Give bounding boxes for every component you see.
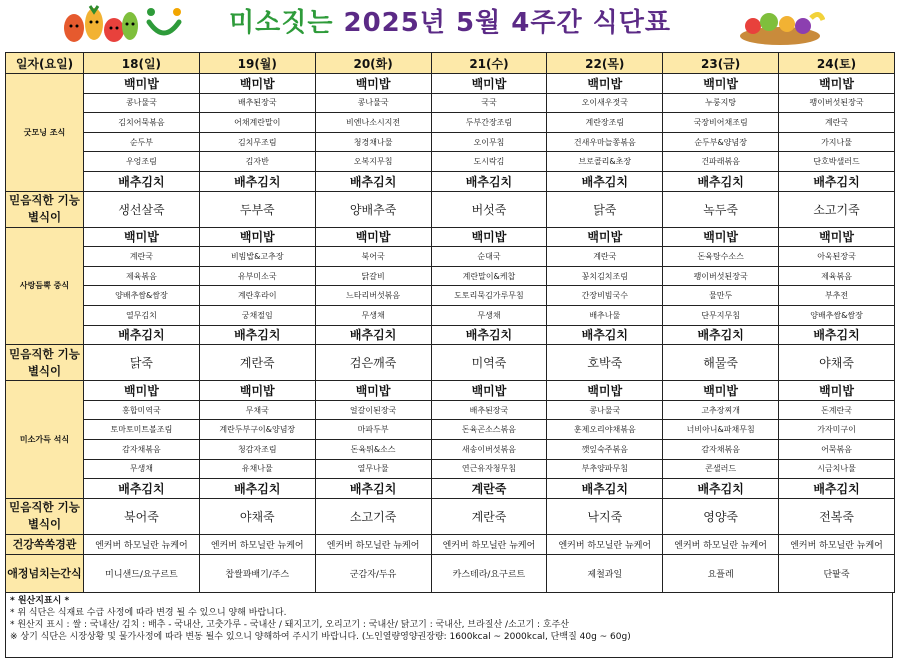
- porridge-cell: 야채죽: [779, 345, 895, 381]
- porridge-cell: 두부죽: [199, 191, 315, 227]
- day-header: 23(금): [663, 53, 779, 74]
- dish-cell: 순두부&양념장: [663, 132, 779, 152]
- special-diet-row: [6, 191, 895, 227]
- meal-label: 미소가득 석식: [6, 381, 84, 499]
- dish-cell: 오이새우젓국: [547, 93, 663, 113]
- dish-cell: 김자반: [199, 152, 315, 172]
- tube-feeding-row: [6, 534, 895, 554]
- note-line: * 원산지 표시 : 쌀 : 국내산/ 김치 : 배추 - 국내산, 고춧가루 - 국내산 / 돼지고기, 오리고기 : 국내산/ 닭고기 : 국내산, 브라질산 /소고기 : 호주산: [10, 620, 569, 630]
- dish-cell: 간장비빔국수: [547, 286, 663, 306]
- porridge-cell: 북어죽: [84, 498, 200, 534]
- dish-cell: 배추김치: [547, 171, 663, 191]
- porridge-cell: 양배추죽: [315, 191, 431, 227]
- dish-cell: 김치무조림: [199, 132, 315, 152]
- dish-cell: 열무김치: [84, 305, 200, 325]
- dish-cell: 배추김치: [315, 325, 431, 345]
- dish-cell: 단호박샐러드: [779, 152, 895, 172]
- dish-cell: 배추김치: [779, 171, 895, 191]
- day-header: 24(토): [779, 53, 895, 74]
- tube-feeding-cell: 엔커버 하모닐란 뉴케어: [779, 534, 895, 554]
- meal-label: 사랑듬뿍 중식: [6, 227, 84, 345]
- dish-cell: 백미밥: [547, 227, 663, 247]
- dish-cell: 제육볶음: [779, 266, 895, 286]
- meal-row: [6, 74, 895, 94]
- special-diet-label: 믿음직한 기능별식이: [6, 345, 84, 381]
- special-diet-label: 믿음직한 기능별식이: [6, 191, 84, 227]
- dish-cell: 오이무침: [431, 132, 547, 152]
- dish-cell: 배추김치: [84, 171, 200, 191]
- porridge-cell: 소고기죽: [315, 498, 431, 534]
- tube-feeding-cell: 엔커버 하모닐란 뉴케어: [199, 534, 315, 554]
- dish-cell: 연근유자청무침: [431, 459, 547, 479]
- snack-cell: 제철과일: [547, 554, 663, 592]
- meal-row: [6, 247, 895, 267]
- dish-cell: 무생채: [315, 305, 431, 325]
- dish-cell: 백미밥: [315, 381, 431, 401]
- date-header-label: 일자(요일): [6, 53, 84, 74]
- tube-feeding-cell: 엔커버 하모닐란 뉴케어: [431, 534, 547, 554]
- dish-cell: 배추김치: [199, 479, 315, 499]
- snack-cell: 미니샌드/요구르트: [84, 554, 200, 592]
- dish-cell: 순두부: [84, 132, 200, 152]
- dish-cell: 오복지무침: [315, 152, 431, 172]
- dish-cell: 백미밥: [84, 381, 200, 401]
- special-diet-label: 믿음직한 기능별식이: [6, 498, 84, 534]
- dish-cell: 물만두: [663, 286, 779, 306]
- tube-feeding-cell: 엔커버 하모닐란 뉴케어: [663, 534, 779, 554]
- dish-cell: 백미밥: [315, 227, 431, 247]
- title-brand: 미소짓는: [228, 8, 334, 38]
- dish-cell: 유채나물: [199, 459, 315, 479]
- dish-cell: 비빔밥&고추장: [199, 247, 315, 267]
- tube-feeding-cell: 엔커버 하모닐란 뉴케어: [315, 534, 431, 554]
- meal-row: [6, 286, 895, 306]
- dish-cell: 감자채볶음: [663, 439, 779, 459]
- dish-cell: 팽이버섯된장국: [663, 266, 779, 286]
- dish-cell: 계란두부구이&양념장: [199, 420, 315, 440]
- dish-cell: 배추김치: [315, 479, 431, 499]
- dish-cell: 누룽지탕: [663, 93, 779, 113]
- day-header: 19(월): [199, 53, 315, 74]
- dish-cell: 백미밥: [663, 227, 779, 247]
- fruit-basket-icon: [735, 6, 825, 46]
- dish-cell: 배추된장국: [199, 93, 315, 113]
- tube-feeding-cell: 엔커버 하모닐란 뉴케어: [84, 534, 200, 554]
- dish-cell: 배추김치: [199, 325, 315, 345]
- dish-cell: 청감자조림: [199, 439, 315, 459]
- dish-cell: 북어국: [315, 247, 431, 267]
- dish-cell: 감자채볶음: [84, 439, 200, 459]
- dish-cell: 도토리묵김가루무침: [431, 286, 547, 306]
- snack-cell: 군감자/두유: [315, 554, 431, 592]
- meal-row: [6, 420, 895, 440]
- dish-cell: 토마토미트볼조림: [84, 420, 200, 440]
- dish-cell: 배추김치: [663, 325, 779, 345]
- snack-cell: 카스테라/요구르트: [431, 554, 547, 592]
- porridge-cell: 계란죽: [199, 345, 315, 381]
- dish-cell: 백미밥: [431, 381, 547, 401]
- dish-cell: 배추김치: [779, 479, 895, 499]
- meal-label: 굿모닝 조식: [6, 74, 84, 192]
- dish-cell: 계란죽: [431, 479, 547, 499]
- dish-cell: 콩나물국: [547, 400, 663, 420]
- dish-cell: 배추김치: [431, 325, 547, 345]
- special-diet-row: [6, 345, 895, 381]
- meal-row: [6, 439, 895, 459]
- dish-cell: 돈육곤소스볶음: [431, 420, 547, 440]
- dish-cell: 계란국: [779, 113, 895, 133]
- dish-cell: 국국: [431, 93, 547, 113]
- dish-cell: 백미밥: [199, 74, 315, 94]
- dish-cell: 양배추쌈&쌈장: [84, 286, 200, 306]
- dish-cell: 국장비어채조림: [663, 113, 779, 133]
- dish-cell: 어묵볶음: [779, 439, 895, 459]
- dish-cell: 닭갈비: [315, 266, 431, 286]
- dish-cell: 백미밥: [315, 74, 431, 94]
- dish-cell: 배추김치: [663, 171, 779, 191]
- dish-cell: 배추김치: [547, 479, 663, 499]
- dish-cell: 단무지무침: [663, 305, 779, 325]
- dish-cell: 배추김치: [431, 171, 547, 191]
- dish-cell: 너비아니&파채무침: [663, 420, 779, 440]
- dish-cell: 콩나물국: [315, 93, 431, 113]
- meal-row: [6, 152, 895, 172]
- dish-cell: 배추김치: [84, 479, 200, 499]
- snack-cell: 찹쌀꽈배기/주스: [199, 554, 315, 592]
- page-title: [150, 2, 750, 39]
- meal-row: [6, 459, 895, 479]
- porridge-cell: 계란죽: [431, 498, 547, 534]
- meal-plan-table: [5, 52, 895, 593]
- meal-row: [6, 132, 895, 152]
- porridge-cell: 닭죽: [84, 345, 200, 381]
- dish-cell: 백미밥: [199, 227, 315, 247]
- snack-row: [6, 554, 895, 592]
- meal-row: [6, 400, 895, 420]
- dish-cell: 꽁치김치조림: [547, 266, 663, 286]
- dish-cell: 백미밥: [663, 381, 779, 401]
- title-text: 2025년 5월 4주간 식단표: [333, 8, 672, 38]
- dish-cell: 돈육튀&소스: [315, 439, 431, 459]
- dish-cell: 계란국: [84, 247, 200, 267]
- dish-cell: 김치어묵볶음: [84, 113, 200, 133]
- dish-cell: 홍합미역국: [84, 400, 200, 420]
- dish-cell: 백미밥: [199, 381, 315, 401]
- porridge-cell: 검은깨죽: [315, 345, 431, 381]
- dish-cell: 청경채나물: [315, 132, 431, 152]
- day-header: 21(수): [431, 53, 547, 74]
- day-header: 22(목): [547, 53, 663, 74]
- dish-cell: 부추전: [779, 286, 895, 306]
- dish-cell: 돈육탕수소스: [663, 247, 779, 267]
- dish-cell: 백미밥: [663, 74, 779, 94]
- dish-cell: 두부간장조림: [431, 113, 547, 133]
- dish-cell: 배추나물: [547, 305, 663, 325]
- porridge-cell: 호박죽: [547, 345, 663, 381]
- dish-cell: 무생채: [431, 305, 547, 325]
- meal-row: [6, 93, 895, 113]
- porridge-cell: 생선살죽: [84, 191, 200, 227]
- dish-cell: 백미밥: [779, 381, 895, 401]
- dish-cell: 열무나물: [315, 459, 431, 479]
- dish-cell: 순대국: [431, 247, 547, 267]
- dish-cell: 비엔나소시지전: [315, 113, 431, 133]
- dish-cell: 새송이버섯볶음: [431, 439, 547, 459]
- dish-cell: 브로콜리&초장: [547, 152, 663, 172]
- dish-cell: 우엉조림: [84, 152, 200, 172]
- dish-cell: 팽이버섯된장국: [779, 93, 895, 113]
- dish-cell: 마파두부: [315, 420, 431, 440]
- dish-cell: 백미밥: [84, 74, 200, 94]
- dish-cell: 계란말이&케찹: [431, 266, 547, 286]
- dish-cell: 얼갈이된장국: [315, 400, 431, 420]
- meal-row: [6, 479, 895, 499]
- dish-cell: 배추김치: [315, 171, 431, 191]
- porridge-cell: 미역죽: [431, 345, 547, 381]
- dish-cell: 건새우마늘쫑볶음: [547, 132, 663, 152]
- dish-cell: 콘샐러드: [663, 459, 779, 479]
- dish-cell: 배추김치: [779, 325, 895, 345]
- day-header: 20(화): [315, 53, 431, 74]
- meal-plan-body: [6, 74, 895, 593]
- dish-cell: 어채계란말이: [199, 113, 315, 133]
- porridge-cell: 닭죽: [547, 191, 663, 227]
- dish-cell: 배추된장국: [431, 400, 547, 420]
- meal-row: [6, 381, 895, 401]
- snack-cell: 요플레: [663, 554, 779, 592]
- dish-cell: 백미밥: [431, 74, 547, 94]
- dish-cell: 시금치나물: [779, 459, 895, 479]
- meal-row: [6, 227, 895, 247]
- porridge-cell: 야채죽: [199, 498, 315, 534]
- dish-cell: 배추김치: [199, 171, 315, 191]
- porridge-cell: 녹두죽: [663, 191, 779, 227]
- porridge-cell: 버섯죽: [431, 191, 547, 227]
- dish-cell: 양배추쌈&쌈장: [779, 305, 895, 325]
- meal-row: [6, 171, 895, 191]
- dish-cell: 콩나물국: [84, 93, 200, 113]
- dish-cell: 가자미구이: [779, 420, 895, 440]
- dish-cell: 계란후라이: [199, 286, 315, 306]
- porridge-cell: 낙지죽: [547, 498, 663, 534]
- special-diet-row: [6, 498, 895, 534]
- dish-cell: 무채국: [199, 400, 315, 420]
- day-header-row: [6, 53, 895, 74]
- porridge-cell: 소고기죽: [779, 191, 895, 227]
- notes-title: * 원산지표시 *: [10, 596, 70, 606]
- dish-cell: 유부미소국: [199, 266, 315, 286]
- note-line: * 위 식단은 식재료 수급 사정에 따라 변경 될 수 있으니 양해 바랍니다.: [10, 608, 287, 618]
- notes-box: [5, 592, 893, 658]
- meal-row: [6, 113, 895, 133]
- snack-label: 애정넘치는간식: [6, 554, 84, 592]
- dish-cell: 계란국: [547, 247, 663, 267]
- dish-cell: 무생채: [84, 459, 200, 479]
- dish-cell: 배추김치: [663, 479, 779, 499]
- dish-cell: 도시락김: [431, 152, 547, 172]
- tube-feeding-label: 건강쏙쏙경관: [6, 534, 84, 554]
- dish-cell: 아욱된장국: [779, 247, 895, 267]
- dish-cell: 계란장조림: [547, 113, 663, 133]
- dish-cell: 건파래볶음: [663, 152, 779, 172]
- dish-cell: 백미밥: [84, 227, 200, 247]
- porridge-cell: 영양죽: [663, 498, 779, 534]
- dish-cell: 백미밥: [431, 227, 547, 247]
- dish-cell: 배추김치: [547, 325, 663, 345]
- dish-cell: 백미밥: [547, 381, 663, 401]
- meal-row: [6, 305, 895, 325]
- day-header: 18(일): [84, 53, 200, 74]
- dish-cell: 느타리버섯볶음: [315, 286, 431, 306]
- vegetable-characters-icon: [60, 2, 140, 46]
- dish-cell: 궁채절임: [199, 305, 315, 325]
- dish-cell: 훈제오리야채볶음: [547, 420, 663, 440]
- dish-cell: 부추양파무침: [547, 459, 663, 479]
- tube-feeding-cell: 엔커버 하모닐란 뉴케어: [547, 534, 663, 554]
- porridge-cell: 해물죽: [663, 345, 779, 381]
- dish-cell: 배추김치: [84, 325, 200, 345]
- dish-cell: 고추장찌개: [663, 400, 779, 420]
- dish-cell: 돈계란국: [779, 400, 895, 420]
- snack-cell: 단팥죽: [779, 554, 895, 592]
- page-header: [0, 0, 902, 50]
- dish-cell: 백미밥: [779, 227, 895, 247]
- dish-cell: 제육볶음: [84, 266, 200, 286]
- note-line: ※ 상기 식단은 시장상황 및 물가사정에 따라 변동 될수 있으니 양해하여 주시기 바랍니다. (노인열량영양권장량: 1600kcal ~ 2000kcal, 단백질 40g ~ 60g): [10, 632, 631, 642]
- dish-cell: 가지나물: [779, 132, 895, 152]
- dish-cell: 백미밥: [779, 74, 895, 94]
- porridge-cell: 전복죽: [779, 498, 895, 534]
- dish-cell: 백미밥: [547, 74, 663, 94]
- meal-row: [6, 325, 895, 345]
- meal-row: [6, 266, 895, 286]
- dish-cell: 깻잎숙주볶음: [547, 439, 663, 459]
